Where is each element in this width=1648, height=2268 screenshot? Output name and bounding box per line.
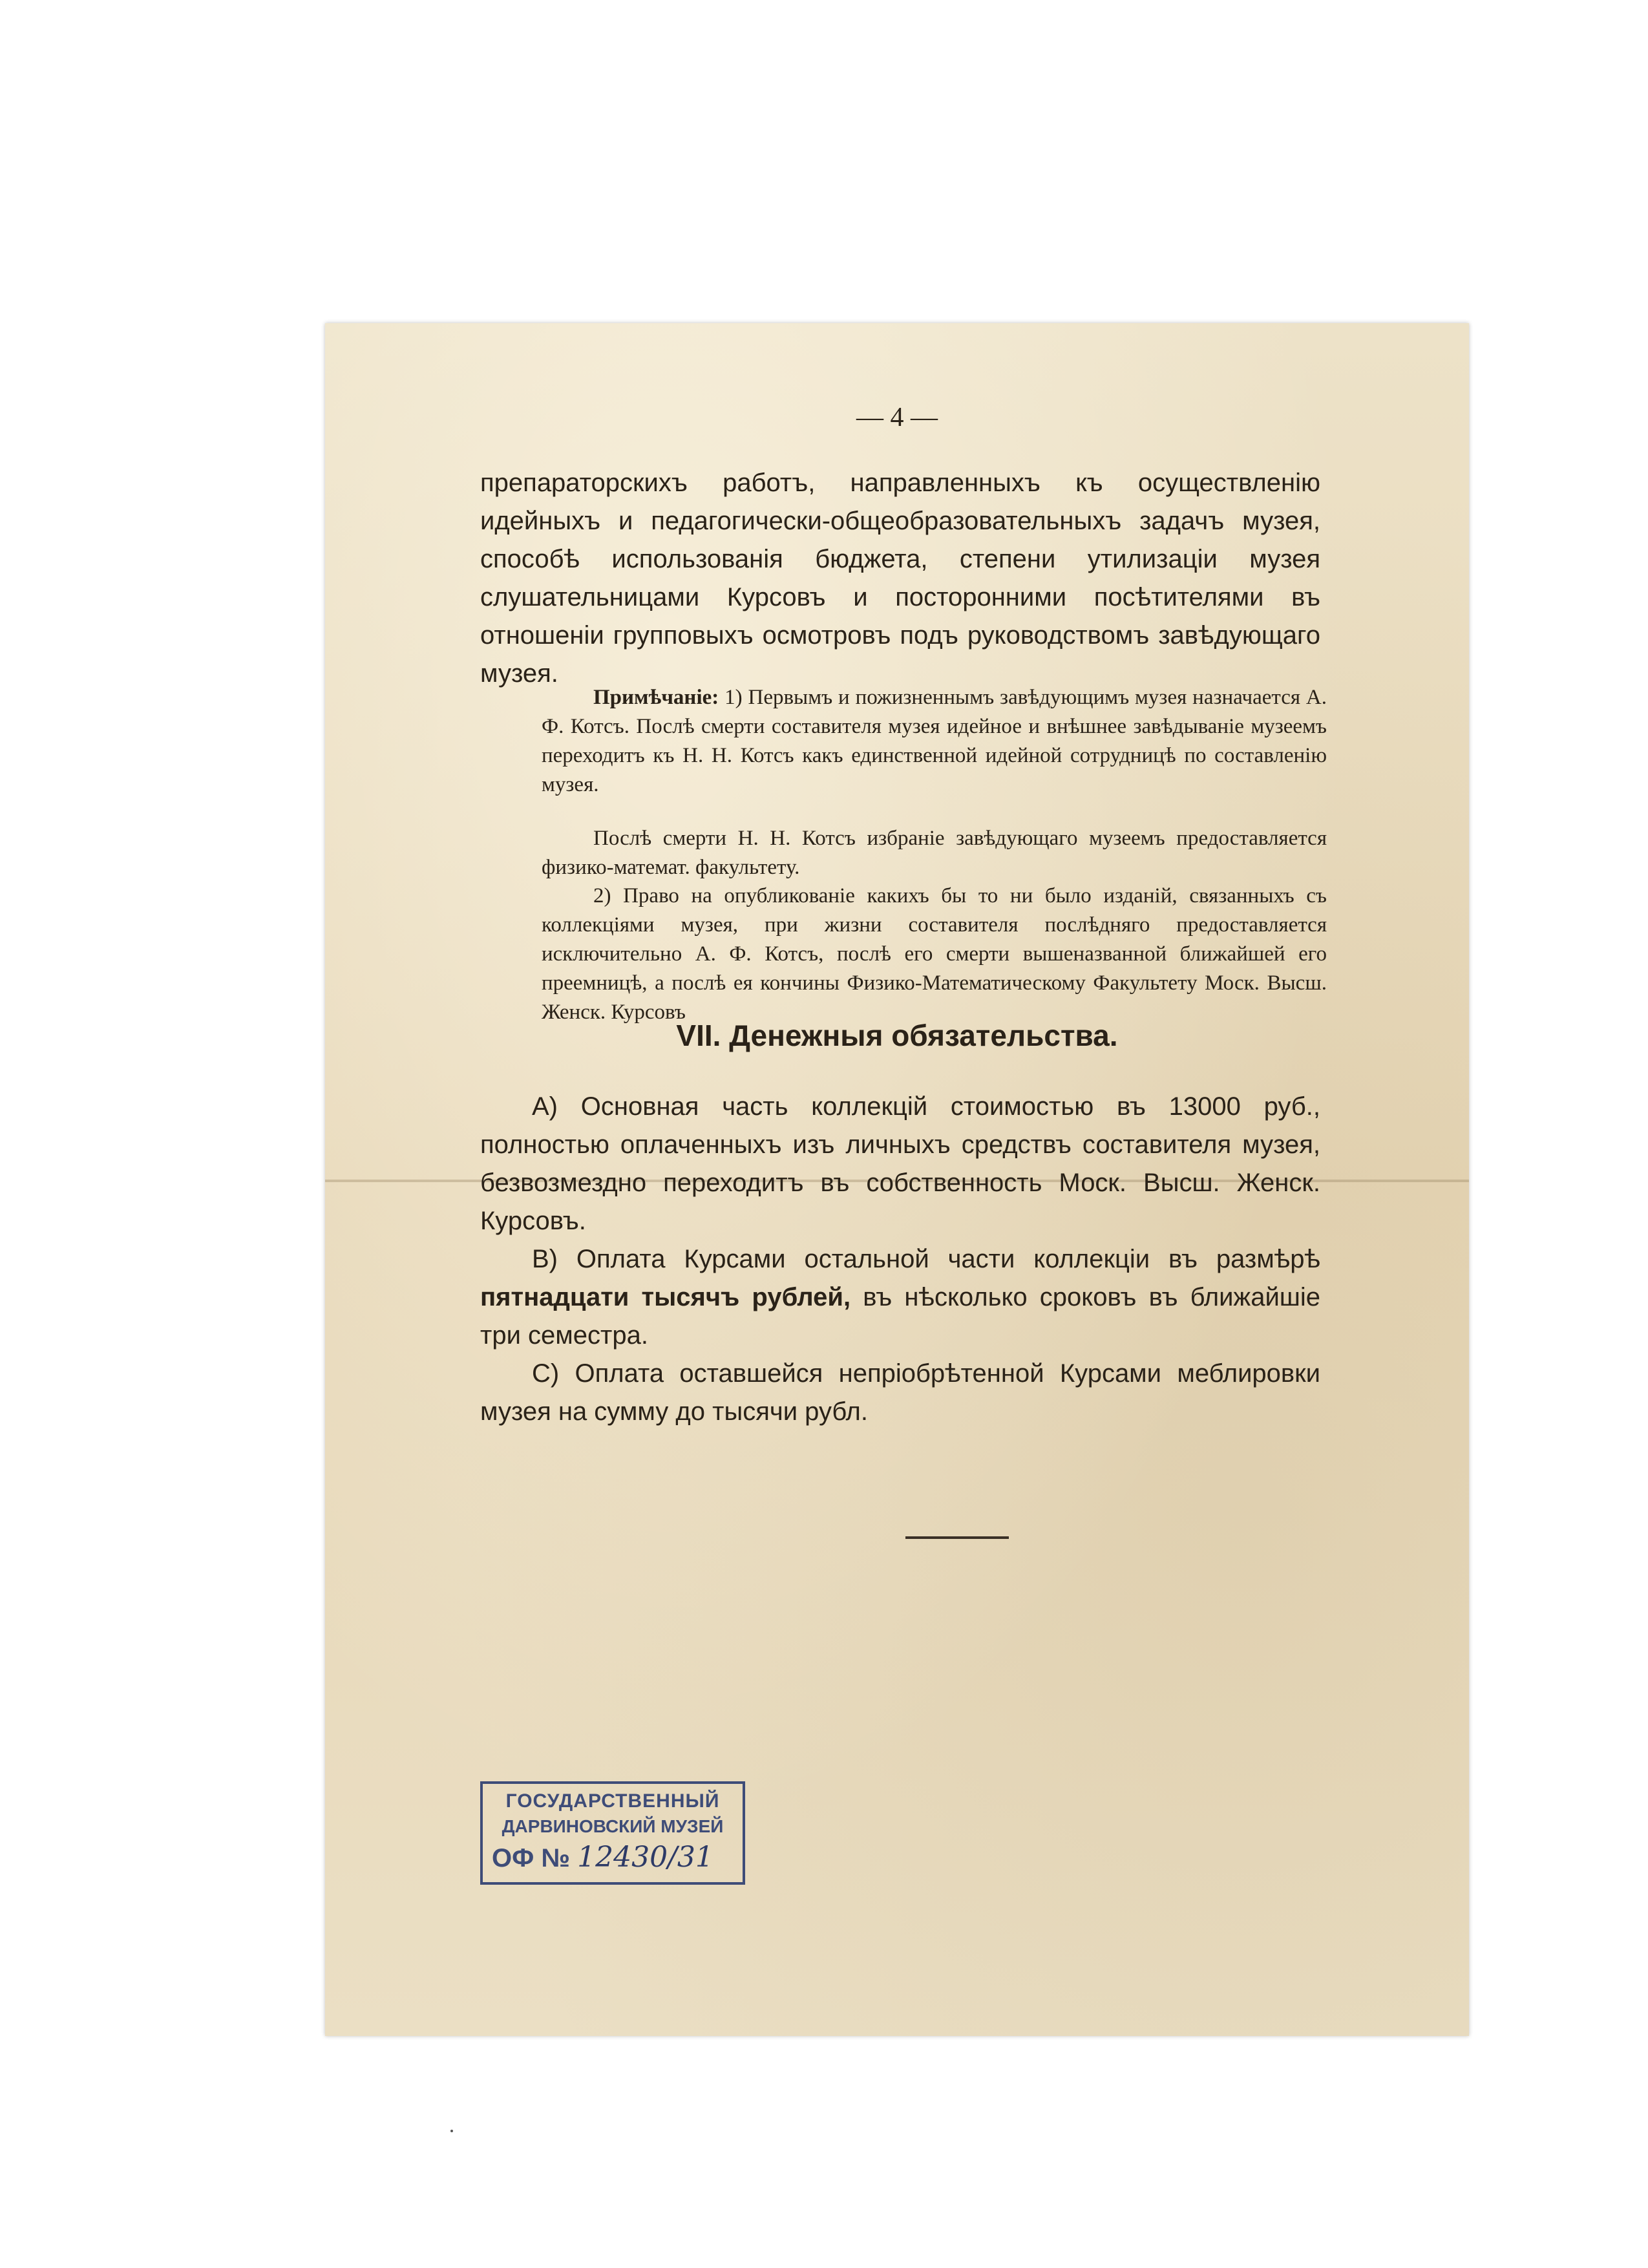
note-text-1: 1) Первымъ и пожизненнымъ завѣдующимъ музея назначается А. Ф. Котсъ. Послѣ смерти составителя музея идейное и внѣшнее завѣдываніе музеемъ переходитъ къ Н. Н. Котсъ какъ единственной идейной сотрудницѣ по составленію музея.	[542, 686, 1327, 796]
paragraph-text: препараторскихъ работъ, направленныхъ къ осуществленію идейныхъ и педагогически-общеобразовательныхъ задачъ музея, способѣ использованія бюджета, степени утилизаціи музея слушательницами Курсовъ и посторонними посѣтителями въ отношеніи групповыхъ осмотровъ подъ руководствомъ завѣдующаго музея.	[480, 469, 1320, 688]
paragraph-continuation	[480, 464, 1320, 693]
section-heading: VII. Денежныя обязательства.	[676, 1019, 1118, 1052]
stamp-line-2: ДАРВИНОВСКИЙ МУЗЕЙ	[502, 1816, 724, 1836]
end-rule	[905, 1536, 1009, 1539]
note-label: Примѣчаніе:	[593, 686, 719, 709]
museum-stamp	[480, 1781, 745, 1885]
note-item-1-continuation	[542, 824, 1327, 882]
stamp-line-1: ГОСУДАРСТВЕННЫЙ	[505, 1790, 720, 1812]
obligation-a: А) Основная часть коллекцій стоимостью въ 13000 руб., полностью оплаченныхъ изъ личныхъ средствъ составителя музея, безвозмездно переходитъ въ собственность Моск. Высш. Женск. Курсовъ.	[480, 1092, 1320, 1235]
obligation-b-end: въ нѣсколько сроковъ въ ближайшіе три семестра.	[480, 1283, 1321, 1350]
stamp-line-3	[492, 1841, 734, 1874]
obligation-b-amount: пятнадцати тысячъ рублей,	[480, 1283, 851, 1311]
page-number: — 4 —	[856, 403, 938, 432]
note-text-1b: Послѣ смерти Н. Н. Котсъ избраніе завѣдующаго музеемъ предоставляется физико-математ. факультету.	[542, 827, 1327, 879]
stamp-prefix: ОФ №	[492, 1844, 570, 1872]
obligation-b-start: В) Оплата Курсами остальной части коллекціи въ размѣрѣ	[532, 1245, 1320, 1273]
stamp-number: 12430/31	[577, 1841, 713, 1874]
note-item-2	[542, 882, 1327, 1027]
note-text-2: 2) Право на опубликованіе какихъ бы то ни было изданій, связанныхъ съ коллекціями музея, при жизни составителя послѣдняго предоставляется исключительно А. Ф. Котсъ, послѣ его смерти вышеназванной ближайшей его преемницѣ, а послѣ ея кончины Физико-Математическому Факультету Моск. Высш. Женск. Курсовъ	[542, 884, 1327, 1024]
obligation-c: С) Оплата оставшейся непріобрѣтенной Курсами меблировки музея на сумму до тысячи рубл.	[480, 1359, 1320, 1426]
scan-speck	[450, 2130, 453, 2132]
note-item-1	[542, 683, 1327, 800]
document-page	[325, 323, 1469, 2036]
obligation-b	[480, 1240, 1320, 1355]
obligations-list	[480, 1088, 1320, 1431]
